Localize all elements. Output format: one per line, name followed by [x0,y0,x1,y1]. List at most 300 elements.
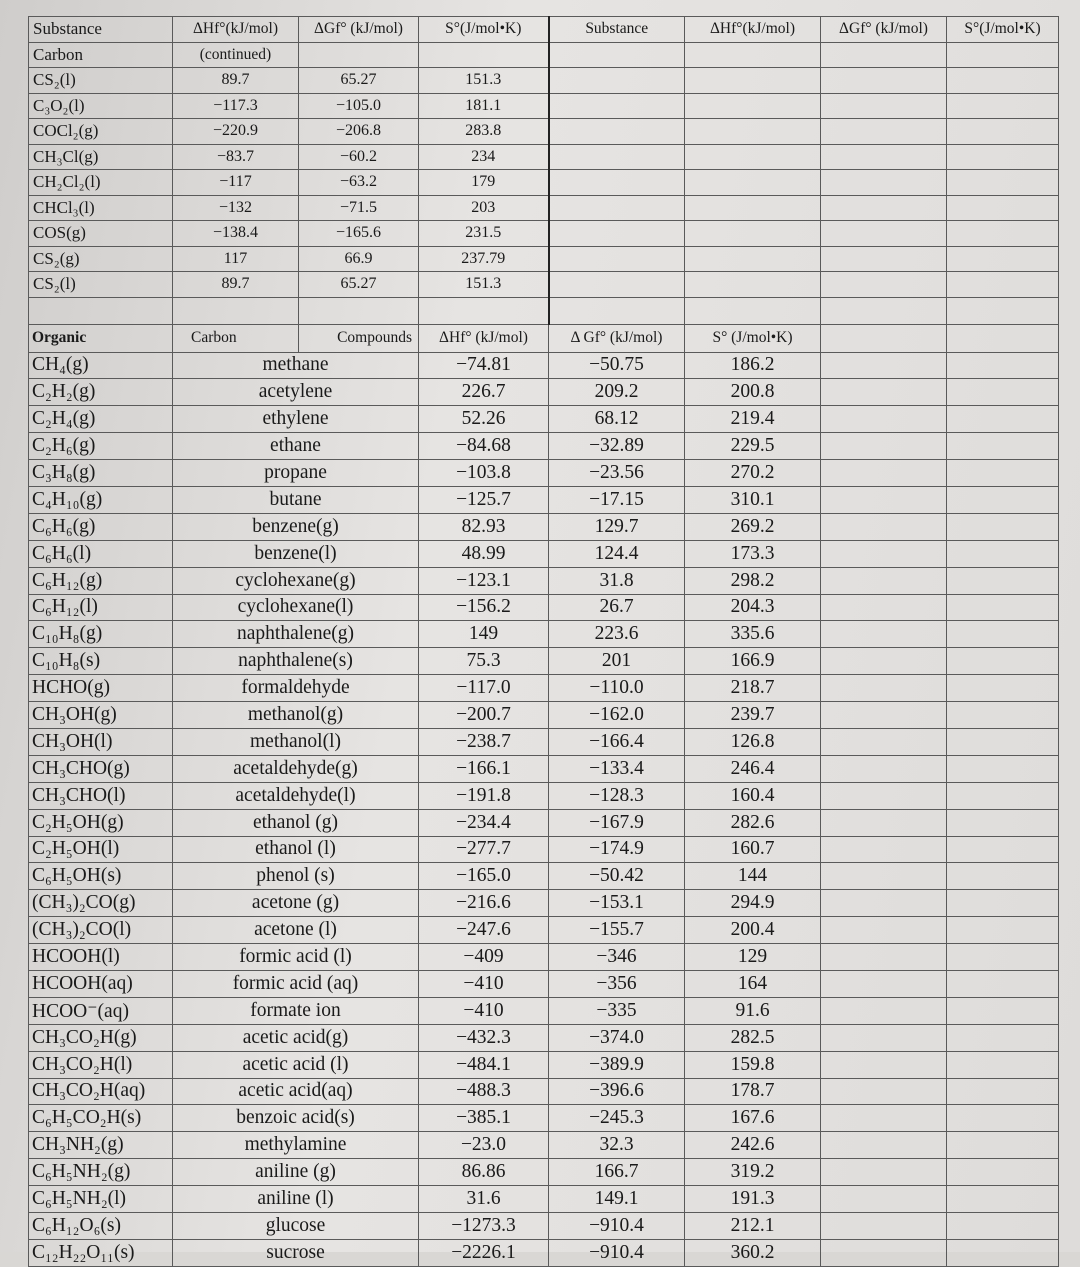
formula-cell: (CH₃)₂CO(l) [29,917,173,944]
compound-name-cell: methanol(l) [173,728,419,755]
formula-cell: CH₃CO₂H(aq) [29,1078,173,1105]
s-cell: 212.1 [685,1213,821,1240]
compound-name-cell: phenol (s) [173,863,419,890]
formula-cell: C₃H₈(g) [29,460,173,487]
table-row [29,944,1059,971]
dgf-cell: −23.56 [549,460,685,487]
empty-cell [821,93,947,119]
table-row [29,702,1059,729]
dgf-cell: 129.7 [549,513,685,540]
empty-cell [947,1213,1059,1240]
table-row [29,379,1059,406]
formula-cell: C₂H₅OH(l) [29,836,173,863]
s-cell: 200.4 [685,917,821,944]
compound-name-cell: methanol(g) [173,702,419,729]
empty-cell [821,702,947,729]
dgf-cell: −346 [549,944,685,971]
dhf-cell: −410 [419,997,549,1024]
table-row [29,68,1059,94]
hdr-s: S°(J/mol•K) [419,17,549,43]
dgf-cell: −165.6 [299,221,419,247]
compound-name-cell: benzene(l) [173,540,419,567]
hdr-organic-dhf: ΔHf° (kJ/mol) [419,324,549,352]
table-row [29,540,1059,567]
empty-cell [947,1051,1059,1078]
s-cell: 151.3 [419,272,549,298]
table-row [29,195,1059,221]
hdr-dgf: ΔGf° (kJ/mol) [299,17,419,43]
s-cell: 229.5 [685,433,821,460]
dhf-cell: −200.7 [419,702,549,729]
hdr-dhf: ΔHf°(kJ/mol) [173,17,299,43]
s-cell: 246.4 [685,755,821,782]
top-header-row [29,17,1059,43]
formula-cell: C₂H₂(g) [29,379,173,406]
table-row [29,728,1059,755]
s-cell: 129 [685,944,821,971]
table-row [29,970,1059,997]
s-cell: 179 [419,170,549,196]
empty-cell [947,863,1059,890]
empty-cell [947,379,1059,406]
formula-cell: C₁₂H₂₂O₁₁(s) [29,1239,173,1266]
dhf-cell: −83.7 [173,144,299,170]
s-cell: 191.3 [685,1186,821,1213]
table-row [29,1159,1059,1186]
formula-cell: C₂H₄(g) [29,406,173,433]
thermo-table [28,16,1059,1267]
dgf-cell: 65.27 [299,68,419,94]
table-row [29,567,1059,594]
compound-name-cell: sucrose [173,1239,419,1266]
table-row [29,486,1059,513]
dgf-cell: 149.1 [549,1186,685,1213]
empty-cell [419,297,549,324]
s-cell: 294.9 [685,890,821,917]
empty-cell [821,621,947,648]
empty-cell [947,246,1059,272]
empty-cell [685,246,821,272]
top-subheader-row [29,42,1059,68]
dhf-cell: −117.3 [173,93,299,119]
empty-cell [947,675,1059,702]
dhf-cell: −132 [173,195,299,221]
table-row [29,621,1059,648]
formula-cell: C₆H₅NH₂(g) [29,1159,173,1186]
empty-cell [821,890,947,917]
table-row [29,170,1059,196]
s-cell: 360.2 [685,1239,821,1266]
empty-cell [947,1078,1059,1105]
table-row [29,144,1059,170]
empty-cell [821,1132,947,1159]
dhf-cell: −2226.1 [419,1239,549,1266]
table-row [29,1132,1059,1159]
dgf-cell: −155.7 [549,917,685,944]
s-cell: 219.4 [685,406,821,433]
empty-cell [821,352,947,379]
dgf-cell: −335 [549,997,685,1024]
empty-cell [821,1051,947,1078]
empty-cell [549,297,685,324]
empty-cell [947,144,1059,170]
table-row [29,246,1059,272]
table-row [29,352,1059,379]
formula-cell: (CH₃)₂CO(g) [29,890,173,917]
dhf-cell: −156.2 [419,594,549,621]
empty-cell [549,144,685,170]
dhf-cell: −277.7 [419,836,549,863]
formula-cell: C₄H₁₀(g) [29,486,173,513]
empty-cell [821,486,947,513]
empty-cell [947,352,1059,379]
table-row [29,675,1059,702]
empty-cell [685,195,821,221]
formula-cell: CH₃OH(g) [29,702,173,729]
empty-cell [821,246,947,272]
empty-cell [947,1186,1059,1213]
compound-name-cell: formaldehyde [173,675,419,702]
empty-cell [549,42,685,68]
formula-cell: CH₃CO₂H(g) [29,1024,173,1051]
table-row [29,836,1059,863]
formula-cell: HCHO(g) [29,675,173,702]
s-cell: 186.2 [685,352,821,379]
formula-cell: CH₃CO₂H(l) [29,1051,173,1078]
formula-cell: HCOO⁻(aq) [29,997,173,1024]
empty-cell [549,272,685,298]
table-row [29,1213,1059,1240]
table-row [29,1186,1059,1213]
dgf-cell: −167.9 [549,809,685,836]
s-cell: 200.8 [685,379,821,406]
empty-cell [549,93,685,119]
s-cell: 164 [685,970,821,997]
empty-cell [947,890,1059,917]
empty-cell [821,863,947,890]
dgf-cell: −17.15 [549,486,685,513]
dgf-cell: 65.27 [299,272,419,298]
hdr-organic: Organic [29,324,173,352]
empty-cell [947,119,1059,145]
s-cell: 178.7 [685,1078,821,1105]
empty-cell [821,809,947,836]
empty-cell [299,297,419,324]
s-cell: 181.1 [419,93,549,119]
dgf-cell: 66.9 [299,246,419,272]
empty-cell [821,433,947,460]
dhf-cell: −409 [419,944,549,971]
formula-cell: C₂H₅OH(g) [29,809,173,836]
dgf-cell: −153.1 [549,890,685,917]
dgf-cell: −50.75 [549,352,685,379]
carbon-continued-section [29,17,1059,325]
s-cell: 159.8 [685,1051,821,1078]
compound-name-cell: methylamine [173,1132,419,1159]
s-cell: 282.5 [685,1024,821,1051]
compound-name-cell: acetic acid (l) [173,1051,419,1078]
table-row [29,997,1059,1024]
empty-cell [821,379,947,406]
empty-cell [821,997,947,1024]
dgf-cell: 201 [549,648,685,675]
empty-cell [685,297,821,324]
formula-cell: C₆H₆(l) [29,540,173,567]
empty-cell [821,567,947,594]
empty-cell [821,119,947,145]
empty-cell [947,1024,1059,1051]
compound-name-cell: ethanol (g) [173,809,419,836]
hdr-dhf-2: ΔHf°(kJ/mol) [685,17,821,43]
empty-cell [685,221,821,247]
dgf-cell: 166.7 [549,1159,685,1186]
organic-header-row [29,324,1059,352]
empty-cell [549,170,685,196]
table-row [29,917,1059,944]
s-cell: 234 [419,144,549,170]
compound-name-cell: naphthalene(g) [173,621,419,648]
table-row [29,513,1059,540]
s-cell: 335.6 [685,621,821,648]
dgf-cell: 223.6 [549,621,685,648]
empty-cell [549,195,685,221]
empty-cell [821,540,947,567]
compound-name-cell: acetic acid(g) [173,1024,419,1051]
compound-name-cell: formate ion [173,997,419,1024]
dgf-cell: −206.8 [299,119,419,145]
formula-cell: C₂H₆(g) [29,433,173,460]
table-row [29,1051,1059,1078]
s-cell: 167.6 [685,1105,821,1132]
compound-name-cell: ethane [173,433,419,460]
s-cell: 298.2 [685,567,821,594]
empty-cell [947,170,1059,196]
organic-section [29,324,1059,1266]
dgf-cell: −133.4 [549,755,685,782]
empty-cell [947,486,1059,513]
empty-cell [947,42,1059,68]
compound-name-cell: acetylene [173,379,419,406]
dhf-cell: −117.0 [419,675,549,702]
dhf-cell: −103.8 [419,460,549,487]
substance-cell: CH₃Cl(g) [29,144,173,170]
dhf-cell: −166.1 [419,755,549,782]
empty-cell [685,272,821,298]
empty-cell [821,836,947,863]
table-row [29,1239,1059,1266]
dhf-cell: 75.3 [419,648,549,675]
dhf-cell: −385.1 [419,1105,549,1132]
empty-cell [549,221,685,247]
dhf-cell: 31.6 [419,1186,549,1213]
dhf-cell: 117 [173,246,299,272]
s-cell: 231.5 [419,221,549,247]
dhf-cell: 89.7 [173,272,299,298]
compound-name-cell: formic acid (aq) [173,970,419,997]
substance-cell: C₃O₂(l) [29,93,173,119]
empty-cell [821,970,947,997]
empty-cell [947,782,1059,809]
empty-cell [947,406,1059,433]
dgf-cell: −162.0 [549,702,685,729]
empty-cell [947,513,1059,540]
table-row [29,648,1059,675]
empty-cell [947,997,1059,1024]
dhf-cell: −488.3 [419,1078,549,1105]
table-row [29,272,1059,298]
dgf-cell: 26.7 [549,594,685,621]
s-cell: 203 [419,195,549,221]
dgf-cell: −128.3 [549,782,685,809]
empty-cell [947,728,1059,755]
hdr-continued: (continued) [173,42,299,68]
table-row [29,863,1059,890]
formula-cell: CH₃CHO(g) [29,755,173,782]
s-cell: 319.2 [685,1159,821,1186]
formula-cell: C₁₀H₈(g) [29,621,173,648]
s-cell: 283.8 [419,119,549,145]
dgf-cell: −245.3 [549,1105,685,1132]
formula-cell: CH₃OH(l) [29,728,173,755]
empty-cell [821,1239,947,1266]
empty-cell [947,702,1059,729]
compound-name-cell: aniline (l) [173,1186,419,1213]
empty-cell [947,836,1059,863]
empty-cell [821,272,947,298]
hdr-substance-2: Substance [549,17,685,43]
empty-cell [947,1239,1059,1266]
empty-cell [947,195,1059,221]
formula-cell: CH₄(g) [29,352,173,379]
table-row [29,1078,1059,1105]
dhf-cell: −123.1 [419,567,549,594]
compound-name-cell: formic acid (l) [173,944,419,971]
empty-cell [821,1213,947,1240]
empty-cell [947,1132,1059,1159]
empty-cell [947,944,1059,971]
compound-name-cell: naphthalene(s) [173,648,419,675]
empty-cell [947,1105,1059,1132]
empty-cell [685,68,821,94]
formula-cell: C₆H₁₂(g) [29,567,173,594]
formula-cell: C₆H₅OH(s) [29,863,173,890]
compound-name-cell: glucose [173,1213,419,1240]
table-row [29,809,1059,836]
s-cell: 239.7 [685,702,821,729]
dhf-cell: −138.4 [173,221,299,247]
empty-cell [947,970,1059,997]
substance-cell: COCl₂(g) [29,119,173,145]
dhf-cell: −125.7 [419,486,549,513]
dgf-cell: −166.4 [549,728,685,755]
empty-cell [947,1159,1059,1186]
table-row [29,782,1059,809]
spacer-row [29,297,1059,324]
compound-name-cell: methane [173,352,419,379]
empty-cell [947,433,1059,460]
substance-cell: CS₂(l) [29,68,173,94]
empty-cell [29,297,173,324]
s-cell: 218.7 [685,675,821,702]
hdr-compounds: Compounds [299,324,419,352]
compound-name-cell: ethylene [173,406,419,433]
hdr-s-2: S°(J/mol•K) [947,17,1059,43]
empty-cell [947,917,1059,944]
empty-cell [685,42,821,68]
dhf-cell: 149 [419,621,549,648]
empty-cell [947,221,1059,247]
s-cell: 160.4 [685,782,821,809]
empty-cell [947,540,1059,567]
s-cell: 144 [685,863,821,890]
dhf-cell: −432.3 [419,1024,549,1051]
dhf-cell: −238.7 [419,728,549,755]
empty-cell [947,68,1059,94]
formula-cell: C₆H₆(g) [29,513,173,540]
dgf-cell: −110.0 [549,675,685,702]
dgf-cell: 209.2 [549,379,685,406]
empty-cell [947,460,1059,487]
dgf-cell: −389.9 [549,1051,685,1078]
dgf-cell: −71.5 [299,195,419,221]
dhf-cell: 86.86 [419,1159,549,1186]
table-row [29,221,1059,247]
table-row [29,594,1059,621]
empty-cell [947,755,1059,782]
empty-cell [685,144,821,170]
dgf-cell: 124.4 [549,540,685,567]
empty-cell [821,1186,947,1213]
s-cell: 160.7 [685,836,821,863]
dhf-cell: 52.26 [419,406,549,433]
empty-cell [685,119,821,145]
dhf-cell: −247.6 [419,917,549,944]
empty-cell [947,324,1059,352]
dhf-cell: −117 [173,170,299,196]
dgf-cell: 32.3 [549,1132,685,1159]
empty-cell [821,944,947,971]
empty-cell [947,297,1059,324]
dhf-cell: −220.9 [173,119,299,145]
empty-cell [821,1078,947,1105]
formula-cell: HCOOH(l) [29,944,173,971]
empty-cell [549,246,685,272]
s-cell: 310.1 [685,486,821,513]
hdr-dgf-2: ΔGf° (kJ/mol) [821,17,947,43]
empty-cell [821,648,947,675]
compound-name-cell: aniline (g) [173,1159,419,1186]
empty-cell [947,594,1059,621]
table-row [29,93,1059,119]
substance-cell: CS₂(l) [29,272,173,298]
dgf-cell: −910.4 [549,1213,685,1240]
dgf-cell: −374.0 [549,1024,685,1051]
formula-cell: HCOOH(aq) [29,970,173,997]
empty-cell [947,621,1059,648]
dgf-cell: −174.9 [549,836,685,863]
empty-cell [549,119,685,145]
dhf-cell: −165.0 [419,863,549,890]
dgf-cell: −63.2 [299,170,419,196]
table-row [29,460,1059,487]
hdr-substance: Substance [29,17,173,43]
formula-cell: C₆H₅CO₂H(s) [29,1105,173,1132]
dhf-cell: 226.7 [419,379,549,406]
empty-cell [821,1024,947,1051]
s-cell: 204.3 [685,594,821,621]
empty-cell [821,755,947,782]
table-row [29,755,1059,782]
